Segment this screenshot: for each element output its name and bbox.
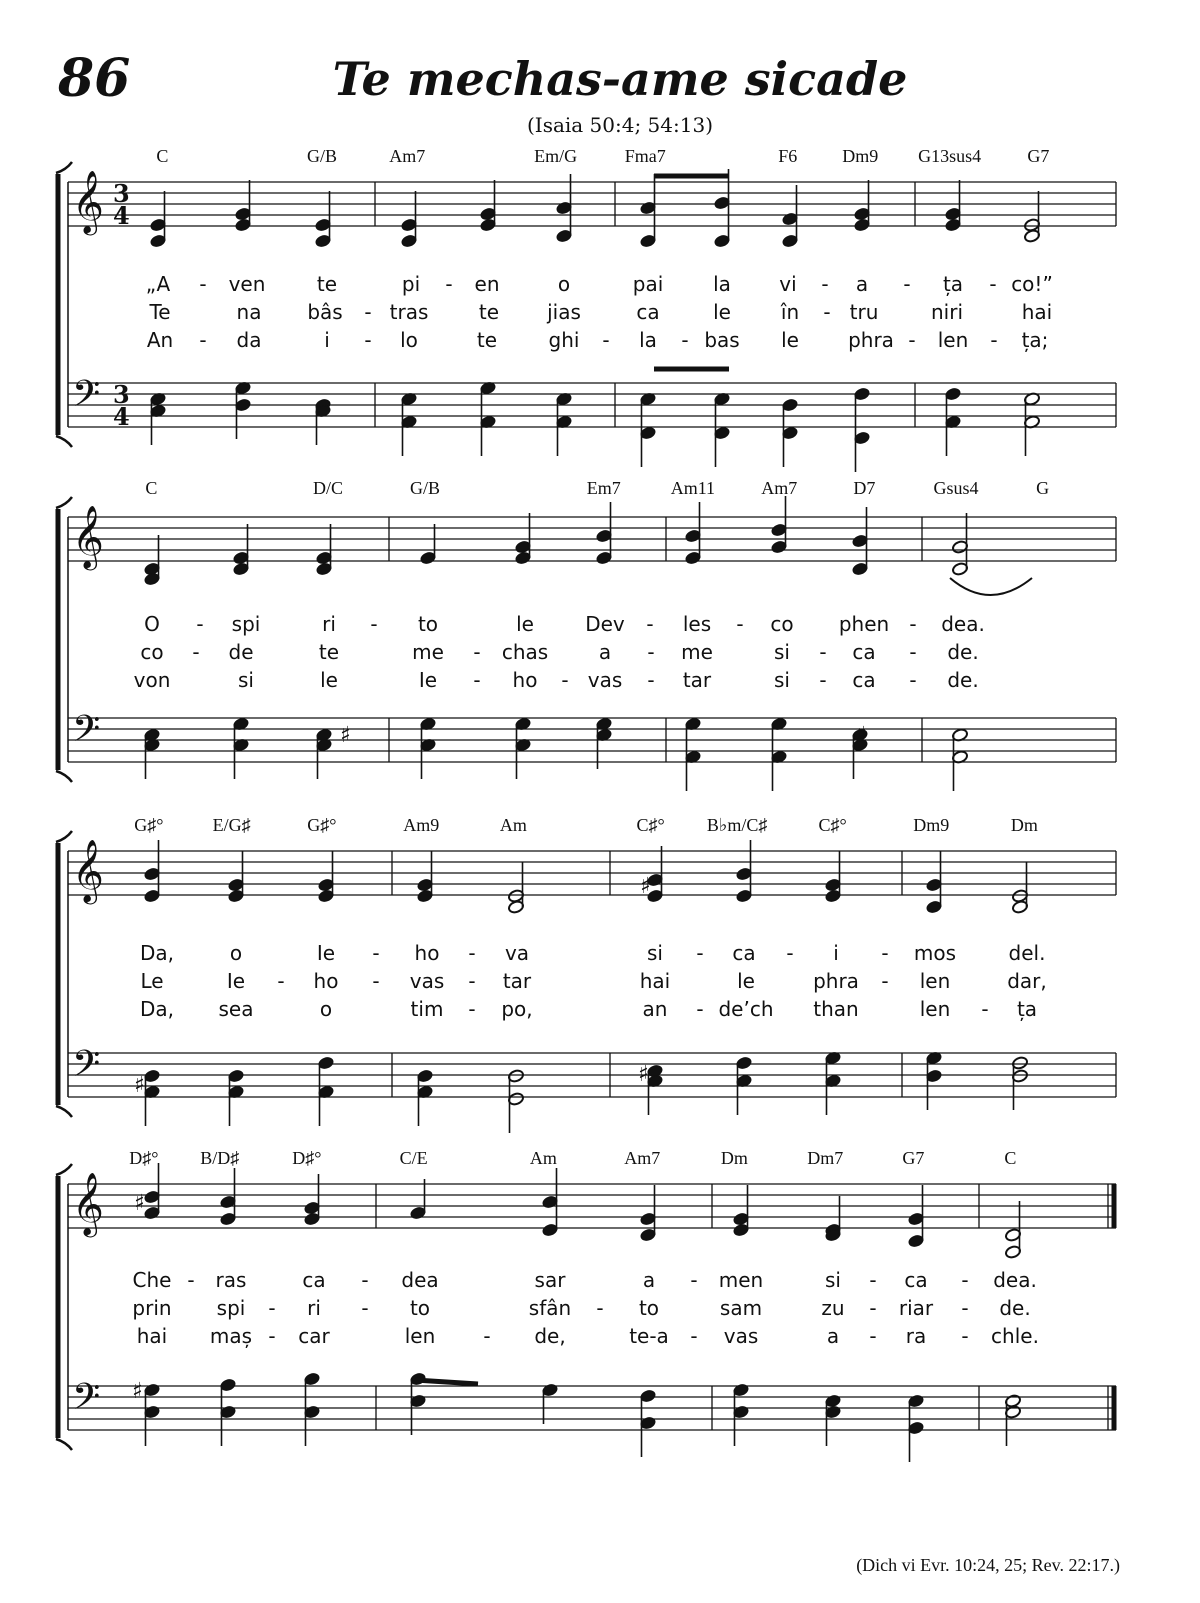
lyric-syllable: les: [682, 612, 712, 636]
svg-text:𝄢: 𝄢: [72, 373, 101, 424]
lyric-syllable: dea.: [993, 1268, 1037, 1292]
svg-text:♯: ♯: [638, 1062, 649, 1087]
lyric-syllable: spi: [231, 612, 261, 636]
chord-symbol: C: [1004, 1148, 1017, 1168]
lyric-syllable: Ie: [226, 969, 246, 993]
lyric-syllable: te: [318, 640, 340, 664]
lyric-syllable: ca: [904, 1268, 928, 1292]
lyric-syllable: maș: [209, 1324, 253, 1348]
lyric-syllable: de,: [534, 1324, 566, 1348]
chord-symbol: Dm: [720, 1148, 748, 1168]
lyric-syllable: o: [229, 941, 243, 965]
lyric-syllable: sar: [534, 1268, 566, 1292]
lyric-syllable: me: [681, 640, 713, 664]
lyric-syllable: ca: [852, 640, 876, 664]
chord-symbol: G13sus4: [918, 146, 982, 166]
chord-symbol: Em7: [586, 478, 621, 498]
lyric-syllable: me: [412, 640, 444, 664]
chord-symbol: C: [156, 146, 169, 166]
lyric-syllable: le: [737, 969, 755, 993]
lyric-syllable: „A: [145, 272, 171, 296]
chord-symbol: Am9: [403, 815, 440, 835]
lyric-syllable: jias: [547, 300, 581, 324]
lyric-syllable: tras: [389, 300, 429, 324]
lyric-syllable: to: [417, 612, 439, 636]
lyric-syllable: to: [638, 1296, 660, 1320]
svg-text:3: 3: [113, 380, 130, 409]
lyric-syllable: ța;: [1021, 328, 1049, 352]
lyric-syllable: ca: [852, 668, 876, 692]
lyric-syllable: te: [476, 328, 498, 352]
chord-symbol: G7: [902, 1148, 925, 1168]
lyric-syllable: to: [409, 1296, 431, 1320]
lyric-syllable: car: [298, 1324, 330, 1348]
lyric-syllable: len: [404, 1324, 436, 1348]
chord-symbol: Am11: [670, 478, 716, 498]
chord-symbol: D♯°: [292, 1148, 322, 1168]
lyric-syllable: sea: [218, 997, 254, 1021]
lyric-syllable: tru: [849, 300, 879, 324]
lyric-syllable: mos: [913, 941, 957, 965]
svg-text:♯: ♯: [340, 723, 351, 748]
lyric-syllable: la: [713, 272, 731, 296]
lyric-syllable: Dev: [585, 612, 625, 636]
lyric-syllable: ca: [732, 941, 756, 965]
chord-symbol: G: [1036, 478, 1050, 498]
chord-symbol: Am7: [624, 1148, 661, 1168]
lyric-syllable: si: [825, 1268, 841, 1292]
svg-text:3: 3: [113, 179, 130, 208]
lyric-syllable: An: [146, 328, 174, 352]
lyric-syllable: la: [639, 328, 657, 352]
lyric-syllable: ra: [905, 1324, 927, 1348]
lyric-syllable: len: [919, 969, 951, 993]
chord-symbol: C♯°: [818, 815, 847, 835]
svg-text:♯: ♯: [856, 723, 867, 748]
svg-text:𝄢: 𝄢: [72, 1376, 101, 1427]
lyric-syllable: ri: [322, 612, 336, 636]
lyric-syllable: co: [770, 612, 794, 636]
svg-text:𝄢: 𝄢: [72, 1043, 101, 1094]
lyric-syllable: po,: [501, 997, 533, 1021]
lyric-syllable: len: [937, 328, 969, 352]
lyric-syllable: si: [647, 941, 663, 965]
lyric-syllable: te: [316, 272, 338, 296]
song-title: Te mechas-ame sicade: [332, 52, 908, 106]
lyric-syllable: chle.: [991, 1324, 1039, 1348]
lyric-syllable: a: [598, 640, 612, 664]
lyric-syllable: de.: [947, 640, 979, 664]
lyric-syllable: tar: [682, 668, 712, 692]
chord-symbol: B/D♯: [200, 1148, 240, 1168]
lyric-syllable: Ie: [316, 941, 336, 965]
lyric-syllable: hai: [136, 1324, 168, 1348]
lyric-syllable: ța: [1016, 997, 1038, 1021]
lyric-syllable: co: [140, 640, 164, 664]
lyric-syllable: a: [855, 272, 869, 296]
chord-symbol: B♭m/C♯: [706, 815, 768, 835]
lyric-syllable: te: [478, 300, 500, 324]
lyric-syllable: pai: [632, 272, 664, 296]
lyric-syllable: dea.: [941, 612, 985, 636]
lyric-syllable: ri: [307, 1296, 321, 1320]
lyric-syllable: le: [781, 328, 799, 352]
svg-text:4: 4: [113, 201, 130, 230]
chord-symbol: Dm: [1010, 815, 1038, 835]
lyric-syllable: sfân: [528, 1296, 572, 1320]
lyric-syllable: sam: [719, 1296, 763, 1320]
lyric-syllable: Che: [132, 1268, 172, 1292]
lyric-syllable: len: [919, 997, 951, 1021]
lyric-syllable: O: [144, 612, 160, 636]
chord-symbol: D/C: [312, 478, 344, 498]
chord-symbol: Dm7: [807, 1148, 844, 1168]
chord-symbol: Am7: [761, 478, 798, 498]
lyric-syllable: spi: [216, 1296, 246, 1320]
lyric-syllable: ho: [313, 969, 339, 993]
lyric-syllable: tar: [502, 969, 532, 993]
lyric-syllable: si: [238, 668, 254, 692]
footer-reference: (Dich vi Evr. 10:24, 25; Rev. 22:17.): [856, 1555, 1120, 1575]
chord-symbol: D♯°: [129, 1148, 159, 1168]
lyric-syllable: prin: [132, 1296, 172, 1320]
lyric-syllable: de.: [947, 668, 979, 692]
lyric-syllable: si: [774, 668, 790, 692]
lyric-syllable: a: [826, 1324, 840, 1348]
lyric-syllable: von: [133, 668, 171, 692]
chord-symbol: G♯°: [134, 815, 164, 835]
chord-symbol: C/E: [399, 1148, 428, 1168]
lyric-syllable: Da,: [139, 941, 175, 965]
chord-symbol: Gsus4: [933, 478, 979, 498]
scripture-reference: (Isaia 50:4; 54:13): [526, 113, 713, 137]
chord-symbol: Am: [529, 1148, 557, 1168]
chord-symbol: G/B: [409, 478, 441, 498]
lyric-syllable: Te: [149, 300, 171, 324]
lyric-syllable: Da,: [139, 997, 175, 1021]
lyric-syllable: hai: [1021, 300, 1053, 324]
chord-symbol: Am7: [389, 146, 426, 166]
lyric-syllable: i: [324, 328, 330, 352]
svg-text:♯: ♯: [134, 1073, 145, 1098]
song-number: 86: [58, 48, 131, 109]
lyric-syllable: si: [774, 640, 790, 664]
chord-symbol: C: [145, 478, 158, 498]
lyric-syllable: niri: [930, 300, 964, 324]
lyric-syllable: de.: [999, 1296, 1031, 1320]
svg-text:𝄞: 𝄞: [72, 170, 104, 233]
chord-symbol: D7: [853, 478, 876, 498]
lyric-syllable: de’ch: [718, 997, 774, 1021]
lyric-syllable: a: [642, 1268, 656, 1292]
lyric-syllable: vi: [779, 272, 797, 296]
lyric-syllable: dea: [401, 1268, 439, 1292]
svg-text:♯: ♯: [134, 1191, 145, 1216]
lyric-syllable: dar,: [1007, 969, 1047, 993]
svg-text:𝄢: 𝄢: [72, 708, 101, 759]
chord-symbol: G7: [1027, 146, 1050, 166]
lyric-syllable: vas: [723, 1324, 759, 1348]
lyric-syllable: de: [228, 640, 254, 664]
lyric-syllable: riar: [898, 1296, 934, 1320]
lyric-syllable: o: [319, 997, 333, 1021]
lyric-syllable: ven: [228, 272, 266, 296]
chord-symbol: Dm9: [913, 815, 950, 835]
chord-symbol: G♯°: [307, 815, 337, 835]
lyric-syllable: co!”: [1011, 272, 1053, 296]
svg-text:♯: ♯: [640, 874, 651, 899]
lyric-syllable: da: [236, 328, 262, 352]
lyric-syllable: ca: [302, 1268, 326, 1292]
lyric-syllable: an: [642, 997, 668, 1021]
lyric-syllable: vas: [587, 668, 623, 692]
lyric-syllable: bâs: [307, 300, 343, 324]
lyric-syllable: ghi: [548, 328, 580, 352]
lyric-syllable: ho: [414, 941, 440, 965]
lyric-syllable: va: [504, 941, 530, 965]
lyric-syllable: pi: [401, 272, 421, 296]
lyric-syllable: tim: [410, 997, 444, 1021]
lyric-syllable: Le: [140, 969, 164, 993]
svg-text:𝄞: 𝄞: [72, 839, 104, 902]
chord-symbol: Em/G: [534, 146, 578, 166]
lyric-syllable: în: [780, 300, 800, 324]
lyric-syllable: bas: [704, 328, 740, 352]
chord-symbol: C♯°: [636, 815, 665, 835]
lyric-syllable: ho: [512, 668, 538, 692]
lyric-syllable: ța: [942, 272, 964, 296]
svg-text:𝄞: 𝄞: [72, 505, 104, 568]
lyric-syllable: phra: [848, 328, 894, 352]
lyric-syllable: i: [833, 941, 839, 965]
chord-symbol: E/G♯: [212, 815, 251, 835]
lyric-syllable: le: [516, 612, 534, 636]
lyric-syllable: phen: [838, 612, 890, 636]
lyric-syllable: le: [320, 668, 338, 692]
lyric-syllable: del.: [1008, 941, 1046, 965]
lyric-syllable: phra: [813, 969, 859, 993]
lyric-syllable: men: [718, 1268, 764, 1292]
lyric-syllable: o: [557, 272, 571, 296]
chord-symbol: Dm9: [842, 146, 879, 166]
lyric-syllable: vas: [409, 969, 445, 993]
lyric-syllable: ras: [215, 1268, 247, 1292]
lyric-syllable: en: [474, 272, 500, 296]
lyric-syllable: zu: [821, 1296, 845, 1320]
svg-text:𝄞: 𝄞: [72, 1172, 104, 1235]
lyric-syllable: Ie: [418, 668, 438, 692]
lyric-syllable: te-a: [629, 1324, 669, 1348]
chord-symbol: Am: [499, 815, 527, 835]
chord-symbol: F6: [778, 146, 798, 166]
lyric-syllable: chas: [501, 640, 549, 664]
svg-text:♯: ♯: [132, 1379, 143, 1404]
lyric-syllable: ca: [636, 300, 660, 324]
lyric-syllable: na: [236, 300, 262, 324]
lyric-syllable: hai: [639, 969, 671, 993]
lyric-syllable: le: [713, 300, 731, 324]
svg-text:4: 4: [113, 402, 130, 431]
chord-symbol: Fma7: [624, 146, 666, 166]
lyric-syllable: than: [813, 997, 859, 1021]
lyric-syllable: lo: [400, 328, 418, 352]
chord-symbol: G/B: [306, 146, 338, 166]
